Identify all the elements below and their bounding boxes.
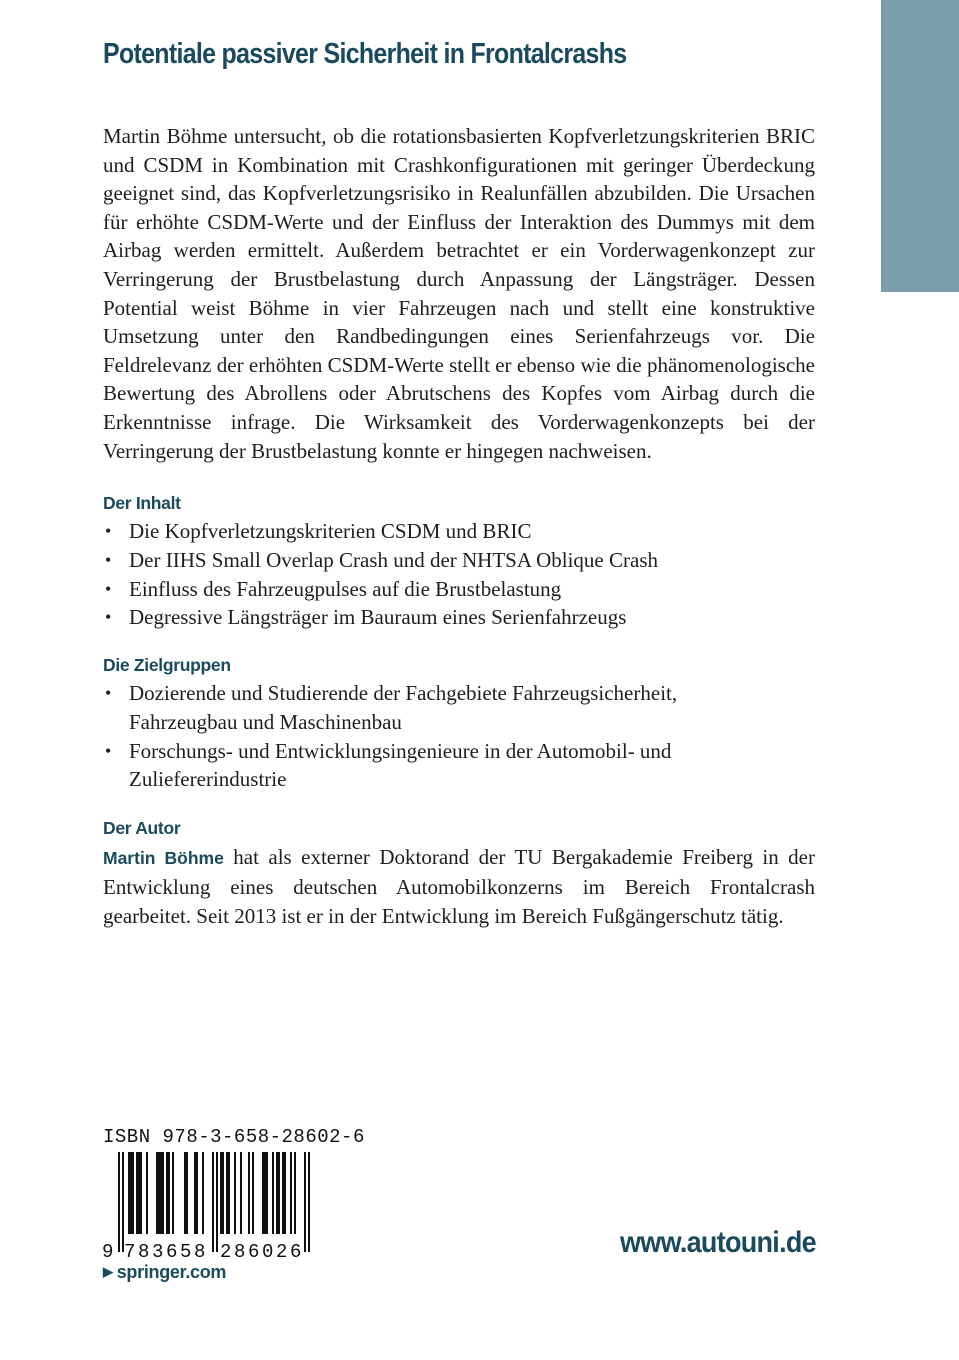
springer-link[interactable] [103,1262,226,1283]
author-bio: hat als externer Doktorand der TU Bergakademie Freiberg in der Entwicklung eines deutschen Automobilkonzerns im Bereich Frontalcrash gearbeitet. Seit 2013 ist er in der Entwicklung im Bereich Fußgängerschutz tätig. [103,845,815,928]
barcode-left-digits: 783658 [124,1241,209,1260]
barcode-lead-digit: 9 [102,1241,114,1260]
barcode-bar [308,1152,310,1252]
barcode-bar [304,1152,306,1252]
barcode-bar [212,1152,214,1252]
barcode-bar [294,1152,296,1234]
barcode-bar [262,1152,268,1234]
list-item: • Einfluss des Fahrzeugpulses auf die Brustbelastung [103,575,823,604]
isbn-text: ISBN 978-3-658-28602-6 [103,1126,365,1148]
barcode-bar [282,1152,286,1234]
barcode-bar [140,1152,142,1234]
arrow-right-icon: ▶ [103,1264,113,1279]
book-title: Potentiale passiver Sicherheit in Frontalcrashs [103,38,627,70]
barcode-bar [172,1152,174,1234]
barcode-bar [122,1152,124,1252]
audience-heading: Die Zielgruppen [103,655,231,675]
barcode-bar [168,1152,170,1234]
barcode-bar [166,1152,168,1234]
barcode-bar [276,1152,280,1234]
side-color-tab [881,0,959,292]
audience-list [103,679,783,794]
book-description: Martin Böhme untersucht, ob die rotationsbasierten Kopfverletzungskriterien BRIC und CSDM in Kombination mit Crashkonfigurationen mit geringer Überdeckung geeignet sind, das Kopfverletzungsrisiko in Realunfällen abzubilden. Die Ursachen für erhöhte CSDM-Werte und der Einfluss der Interaktion des Dummys mit dem Airbag werden ermittelt. Außerdem betrachtet er ein Vorderwagenkonzept zur Verringerung der Brustbelastung durch Anpassung der Längsträger. Dessen Potential weist Böhme in vier Fahrzeugen nach und stellt eine konstruktive Umsetzung unter den Randbedingungen eines Serienfahrzeugs vor. Die Feldrelevanz der erhöhten CSDM-Werte stellt er ebenso wie die phänomenologische Bewertung des Abrollens oder Abrutschens des Kopfes vom Airbag durch die Erkenntnisse infrage. Die Wirksamkeit des Vorderwagenkonzepts bei der Verringerung der Brustbelastung konnte er hingegen nachweisen. [103,124,815,463]
barcode-bar [156,1152,164,1234]
barcode-right-digits: 286026 [220,1241,305,1260]
barcode-bar [272,1152,274,1234]
content-list [103,517,823,632]
barcode-bar [118,1152,120,1252]
content-heading: Der Inhalt [103,493,181,513]
barcode-bar [252,1152,254,1234]
barcode-bar [128,1152,134,1234]
barcode-bar [136,1152,140,1234]
barcode-bar [248,1152,250,1234]
springer-link-label: springer.com [116,1262,227,1282]
author-bio-paragraph [103,843,815,930]
barcode-bar [202,1152,204,1234]
list-item: • Der IIHS Small Overlap Crash und der NHTSA Oblique Crash [103,546,823,575]
website-url: www.autouni.de [620,1226,816,1259]
barcode-bar [146,1152,148,1234]
barcode-bar [290,1152,292,1234]
barcode-bar [216,1152,218,1252]
author-name: Martin Böhme [103,848,224,868]
barcode-bar [240,1152,242,1234]
barcode-bar [234,1152,236,1234]
list-item: • Die Kopfverletzungskriterien CSDM und BRIC [103,517,823,546]
list-item: • Dozierende und Studierende der Fachgebiete Fahrzeugsicherheit, Fahrzeugbau und Maschinenbau [103,679,783,737]
list-item: • Forschungs- und Entwicklungsingenieure in der Automobil- und Zuliefererindustrie [103,737,783,795]
author-heading: Der Autor [103,818,181,838]
barcode-bar [226,1152,230,1234]
list-item: • Degressive Längsträger im Bauraum eines Serienfahrzeugs [103,603,823,632]
barcode-bar [194,1152,196,1234]
barcode-bar [196,1152,198,1234]
barcode-bar [184,1152,188,1234]
barcode-bar [220,1152,224,1234]
isbn-barcode [100,1152,332,1260]
